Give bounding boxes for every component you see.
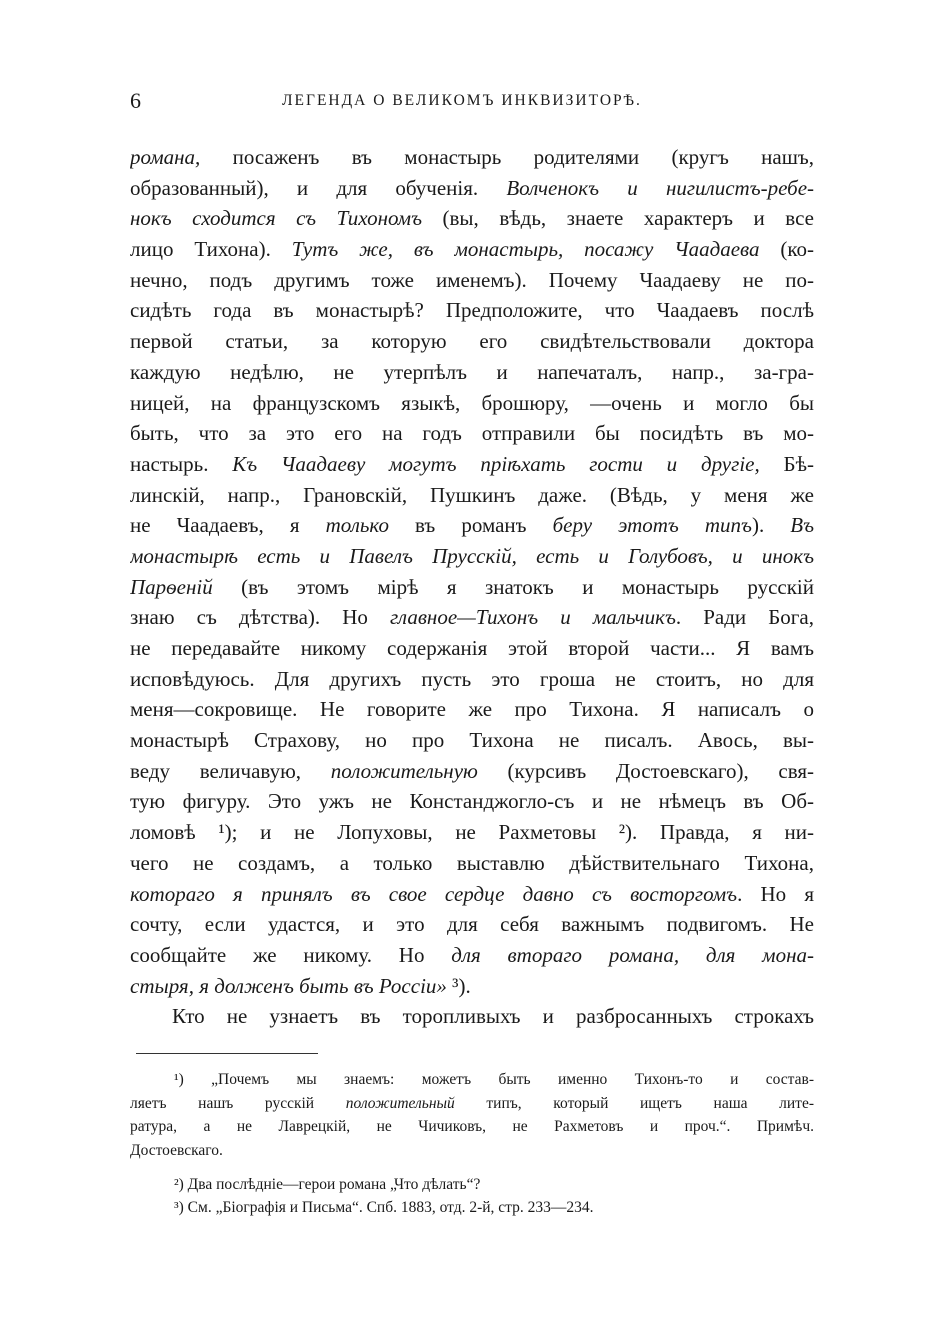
text-span: . Ради Бога, bbox=[675, 605, 814, 630]
italic-span: романа, bbox=[130, 145, 201, 169]
text-line-16 bbox=[130, 602, 814, 633]
italic-span: Парѳеній bbox=[130, 574, 213, 599]
footnote-1-line-3: ратура, а не Лаврецкій, не Чичиковъ, не Рахметовъ и проч.“. Примѣч. bbox=[130, 1118, 814, 1136]
italic-span: беру этотъ типъ bbox=[552, 513, 752, 538]
italic-span: нокъ сходится съ Тихономъ bbox=[130, 206, 422, 231]
text-span: посаженъ въ монастырь родителями (кругъ нашъ, bbox=[200, 145, 814, 169]
text-span: знаю съ дѣтства). Но bbox=[130, 605, 390, 630]
text-span: сообщайте же никому. Но bbox=[130, 942, 452, 967]
text-span: лицо Тихона). bbox=[130, 237, 292, 262]
italic-span: котораго я принялъ въ свое сердце давно съ восторгомъ bbox=[130, 881, 738, 906]
text-line-18: исповѣдуюсь. Для другихъ пусть это гроша не стоитъ, но для bbox=[130, 666, 814, 691]
text-span: настырь. bbox=[130, 451, 233, 476]
footnote-2: ²) Два послѣдніе—герои романа „Что дѣлать“? bbox=[174, 1175, 481, 1193]
text-line-1 bbox=[130, 142, 814, 173]
text-line-23: ломовѣ ¹); и не Лопуховы, не Рахметовы ²). Правда, я ни- bbox=[130, 820, 814, 845]
footnote-1-line-4: Достоевскаго. bbox=[130, 1142, 223, 1160]
footnotes bbox=[130, 1068, 814, 1220]
text-line-6: сидѣть года въ монастырѣ? Предположите, что Чаадаевъ послѣ bbox=[130, 298, 814, 323]
text-span: (вы, вѣдь, знаете характеръ и все bbox=[422, 206, 814, 231]
text-span: (въ этомъ мірѣ я знатокъ и монастырь русскій bbox=[212, 574, 814, 599]
footnote-divider bbox=[136, 1053, 318, 1054]
text-line-14: монастырѣ есть и Павелъ Прусскій, есть и Голубовъ, и инокъ bbox=[130, 543, 814, 568]
footnote-gap bbox=[130, 1163, 814, 1173]
italic-span: Въ bbox=[790, 513, 814, 538]
text-line-22: тую фигуру. Это ужъ не Констанджогло-съ и не нѣмецъ въ Об- bbox=[130, 789, 814, 814]
footnote-3: ³) См. „Біографія и Письма“. Спб. 1883, отд. 2-й, стр. 233—234. bbox=[174, 1199, 594, 1217]
text-line-20: монастырѣ Страхову, но про Тихона не писалъ. Авось, вы- bbox=[130, 728, 814, 753]
text-span: веду величавую, bbox=[130, 758, 331, 783]
text-line-24: чего не создамъ, а только выставлю дѣйствительнаго Тихона, bbox=[130, 850, 814, 875]
text-line-8: каждую недѣлю, не утерпѣлъ и напечаталъ, напр., за-гра- bbox=[130, 359, 814, 384]
text-line-2 bbox=[130, 173, 814, 204]
text-line-29: Кто не узнаетъ въ торопливыхъ и разбросанныхъ строкахъ bbox=[172, 1004, 814, 1029]
italic-span: главное—Тихонъ и мальчикъ bbox=[389, 605, 676, 630]
text-line-25 bbox=[130, 879, 814, 910]
text-line-26: сочту, если удастся, и это для себя важнымъ подвигомъ. Не bbox=[130, 912, 814, 937]
text-line-15 bbox=[130, 572, 814, 603]
text-span: ³). bbox=[446, 973, 471, 998]
text-line-28 bbox=[130, 971, 814, 1002]
italic-span: для втораго романа, для мона- bbox=[451, 942, 814, 967]
text-span: (ко- bbox=[759, 237, 814, 262]
text-span: не Чаадаевъ, я bbox=[130, 513, 326, 538]
text-line-5: нечно, подъ другимъ тоже именемъ). Почему Чаадаеву не по- bbox=[130, 267, 814, 292]
text-line-17: не передавайте никому содержанія этой второй части... Я вамъ bbox=[130, 636, 814, 660]
italic-span: положительную bbox=[330, 758, 478, 783]
footnote-1-line-2 bbox=[130, 1092, 814, 1116]
italic-span: Къ Чаадаеву могутъ пріѣхать гости и другіе, bbox=[232, 451, 760, 476]
italic-span: стыря, я долженъ быть въ Россіи» bbox=[130, 973, 447, 998]
page-header bbox=[130, 88, 814, 118]
text-line-12: линскій, напр., Грановскій, Пушкинъ даже. (Вѣдь, у меня же bbox=[130, 482, 814, 507]
text-line-10: быть, что за это его на годъ отправили бы посидѣть въ мо- bbox=[130, 421, 814, 446]
text-span: . Но я bbox=[737, 881, 814, 906]
text-line-4 bbox=[130, 234, 814, 265]
text-line-3 bbox=[130, 203, 814, 234]
running-title: ЛЕГЕНДА О ВЕЛИКОМЪ ИНКВИЗИТОРѢ. bbox=[282, 92, 642, 109]
page-number: 6 bbox=[130, 88, 141, 113]
text-span: ). bbox=[751, 513, 791, 538]
text-line-27 bbox=[130, 940, 814, 971]
italic-span: положительный bbox=[345, 1094, 455, 1112]
footnote-1-line-1: ¹) „Почемъ мы знаемъ: можетъ быть именно Тихонъ-то и состав- bbox=[174, 1071, 814, 1088]
main-text bbox=[130, 142, 814, 1032]
text-span: образованный), и для обученія. bbox=[130, 175, 507, 200]
text-span: въ романъ bbox=[388, 513, 553, 538]
text-span: (курсивъ Достоевскаго), свя- bbox=[477, 758, 814, 783]
text-line-13 bbox=[130, 510, 814, 541]
text-span: Бѣ- bbox=[759, 451, 814, 476]
text-line-7: первой статьи, за которую его свидѣтельствовали доктора bbox=[130, 329, 814, 354]
italic-span: Волченокъ и нигилистъ-ребе- bbox=[506, 175, 814, 200]
italic-span: только bbox=[325, 513, 389, 538]
text-line-11 bbox=[130, 449, 814, 480]
text-span: ляетъ нашъ русскій bbox=[130, 1094, 346, 1112]
text-span: типъ, который ищетъ наша лите- bbox=[454, 1094, 814, 1112]
text-line-9: ницей, на французскомъ языкѣ, брошюру, —очень и могло бы bbox=[130, 390, 814, 415]
text-line-19: меня—сокровище. Не говорите же про Тихона. Я написалъ о bbox=[130, 697, 814, 722]
italic-span: Тутъ же, въ монастырь, посажу Чаадаева bbox=[291, 237, 760, 262]
text-line-21 bbox=[130, 756, 814, 787]
